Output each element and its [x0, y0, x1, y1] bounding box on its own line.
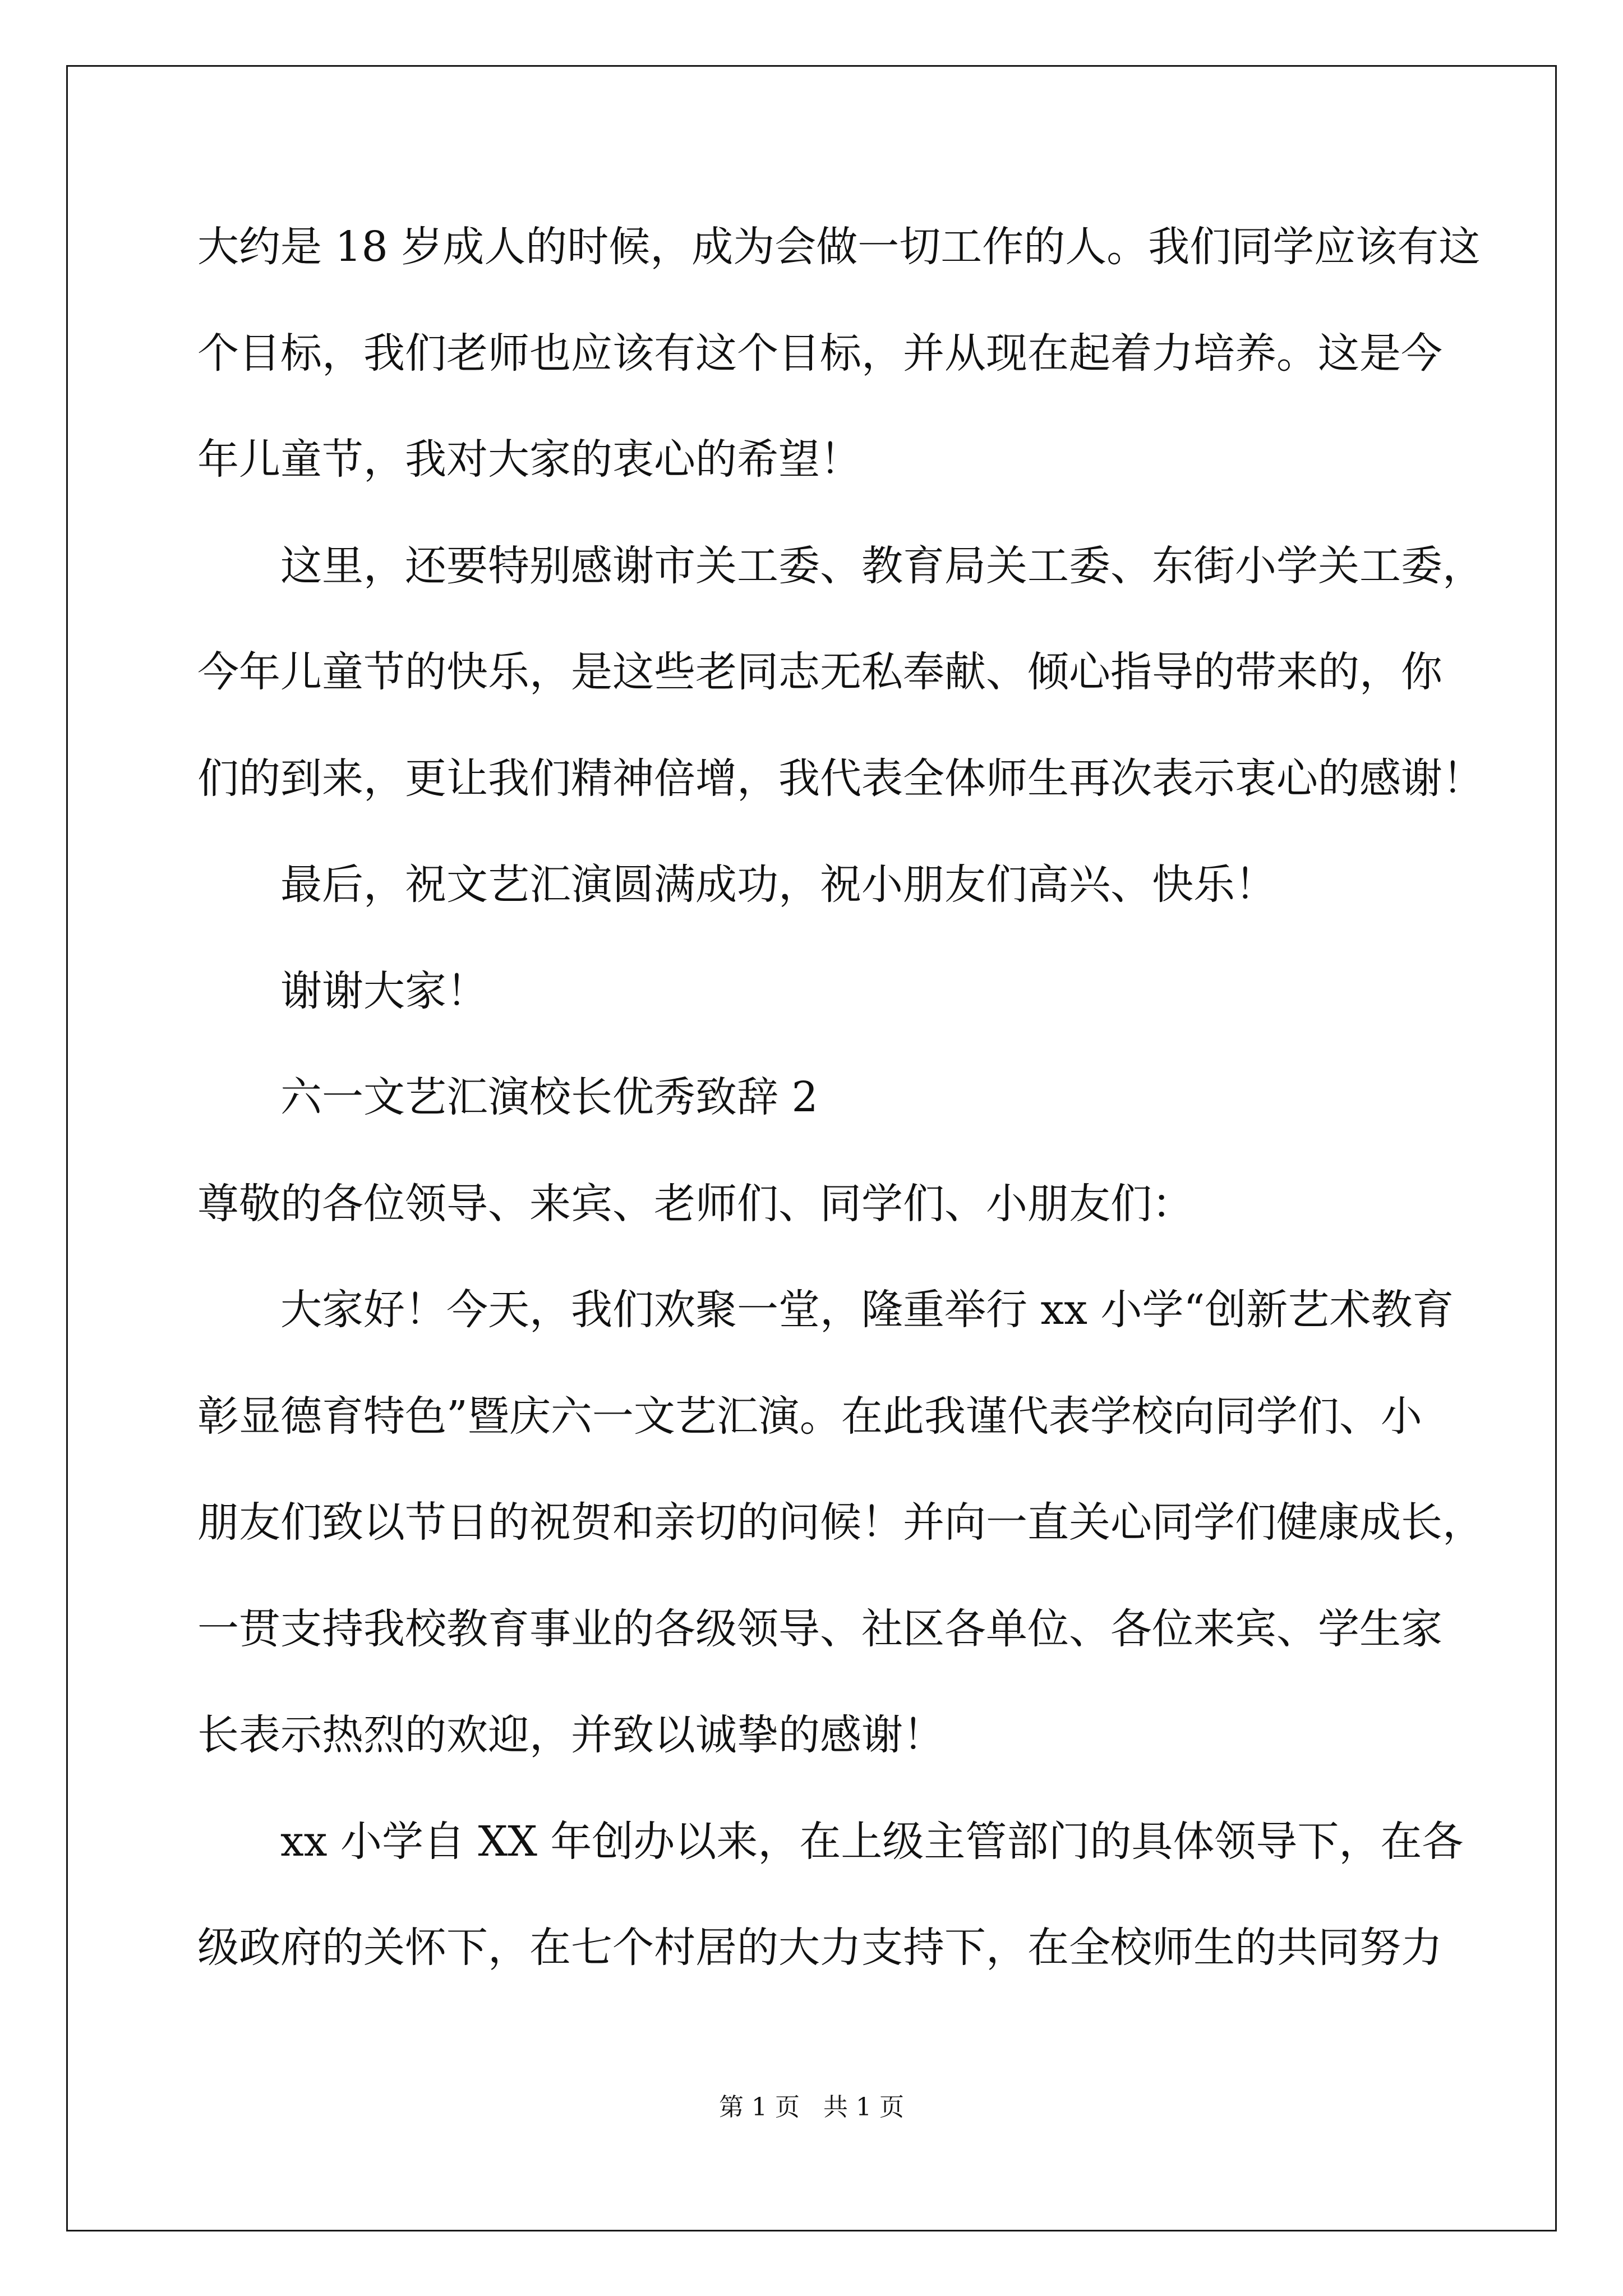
body-line: 级政府的关怀下，在七个村居的大力支持下，在全校师生的共同努力: [197, 1924, 1442, 1972]
body-line: 年儿童节，我对大家的衷心的希望！: [197, 435, 861, 484]
salutation: 尊敬的各位领导、来宾、老师们、同学们、小朋友们：: [197, 1180, 1193, 1228]
body-line: 谢谢大家！: [280, 967, 488, 1015]
body-line: 今年儿童节的快乐，是这些老同志无私奉献、倾心指导的带来的，你: [197, 648, 1442, 696]
body-line: 一贯支持我校教育事业的各级领导、社区各单位、各位来宾、学生家: [197, 1605, 1442, 1653]
body-line: 大约是 18 岁成人的时候，成为会做一切工作的人。我们同学应该有这: [197, 223, 1481, 271]
page-number-footer: 第 1 页 共 1 页: [719, 2093, 904, 2122]
body-line: 朋友们致以节日的祝贺和亲切的问候！并向一直关心同学们健康成长，: [197, 1498, 1484, 1547]
body-line: 们的到来，更让我们精神倍增，我代表全体师生再次表示衷心的感谢！: [197, 754, 1484, 803]
body-line: 个目标，我们老师也应该有这个目标，并从现在起着力培养。这是今: [197, 329, 1442, 378]
body-line: 彰显德育特色”暨庆六一文艺汇演。在此我谨代表学校向同学们、小: [197, 1392, 1422, 1441]
section-heading: 六一文艺汇演校长优秀致辞 2: [280, 1073, 818, 1121]
body-line: 这里，还要特别感谢市关工委、教育局关工委、东街小学关工委，: [280, 542, 1484, 590]
body-line: 长表示热烈的欢迎，并致以诚挚的感谢！: [197, 1711, 944, 1759]
body-line: 大家好！今天，我们欢聚一堂，隆重举行 xx 小学“创新艺术教育: [280, 1286, 1454, 1334]
body-line: 最后，祝文艺汇演圆满成功，祝小朋友们高兴、快乐！: [280, 861, 1276, 909]
page-border: [66, 65, 1557, 2231]
body-line: xx 小学自 XX 年创办以来，在上级主管部门的具体领导下，在各: [280, 1818, 1464, 1866]
